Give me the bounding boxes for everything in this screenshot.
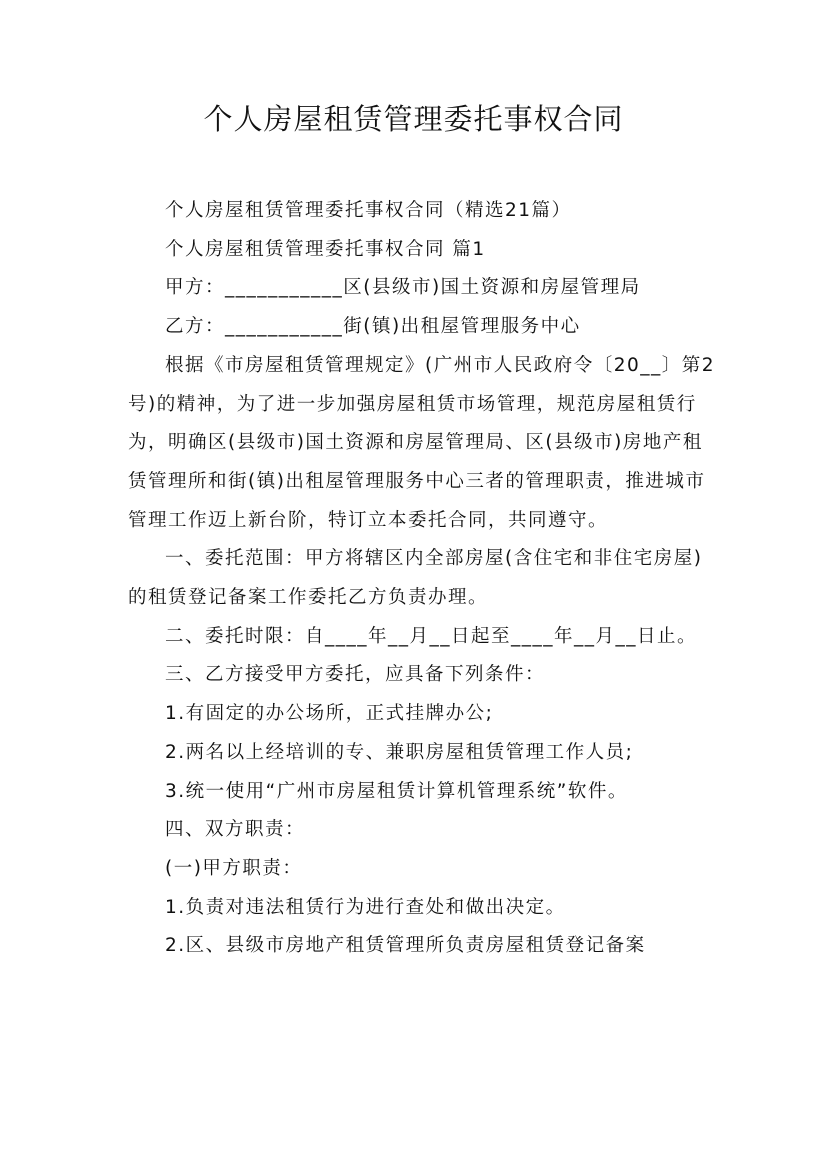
paragraph: 一、委托范围：甲方将辖区内全部房屋(含住宅和非住宅房屋)的租赁登记备案工作委托乙方负责办理。 [128, 548, 703, 609]
paragraph: 2.两名以上经培训的专、兼职房屋租赁管理工作人员; [165, 741, 634, 763]
paragraph: 1.负责对违法租赁行为进行查处和做出决定。 [165, 896, 566, 918]
paragraph: 乙方：___________街(镇)出租屋管理服务中心 [165, 316, 581, 338]
paragraph: 个人房屋租赁管理委托事权合同 篇1 [165, 238, 486, 260]
paragraph: (一)甲方职责： [165, 857, 303, 879]
paragraph: 1.有固定的办公场所，正式挂牌办公; [165, 703, 494, 725]
paragraph: 3.统一使用“广州市房屋租赁计算机管理系统”软件。 [165, 780, 628, 802]
paragraph: 三、乙方接受甲方委托，应具备下列条件： [165, 664, 546, 686]
paragraph: 根据《市房屋租赁管理规定》(广州市人民政府令〔20__〕第2号)的精神，为了进一步加强房屋租赁市场管理，规范房屋租赁行为，明确区(县级市)国土资源和房屋管理局、区(县级市)房地产租赁管理所和街(镇)出租屋管理服务中心三者的管理职责，推进城市管理工作迈上新台阶，特订立本委托合同，共同遵守。 [128, 354, 716, 531]
document-body [128, 192, 718, 966]
paragraph: 个人房屋租赁管理委托事权合同（精选21篇） [165, 200, 572, 221]
paragraph: 二、委托时限：自____年__月__日起至____年__月__日止。 [165, 625, 698, 647]
document-title: 个人房屋租赁管理委托事权合同 [203, 102, 624, 136]
paragraph: 四、双方职责： [165, 819, 306, 841]
paragraph: 甲方：___________区(县级市)国土资源和房屋管理局 [165, 277, 641, 299]
paragraph: 2.区、县级市房地产租赁管理所负责房屋租赁登记备案 [165, 935, 646, 957]
